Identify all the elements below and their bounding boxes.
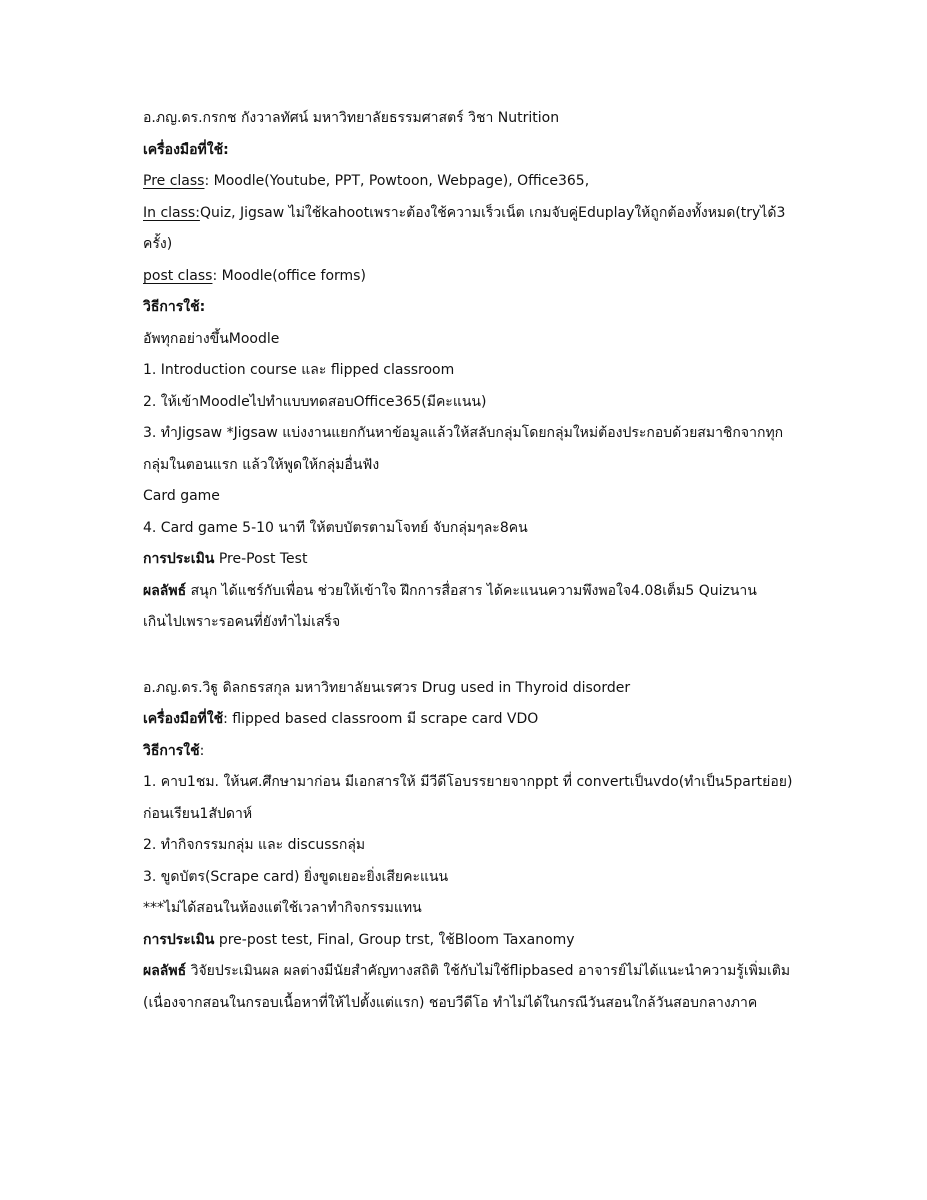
method-colon: : [199,742,205,759]
result-label: ผลลัพธ์ [143,582,187,599]
section1-in-class-cont: ครั้ง) [143,236,173,252]
section2-header: อ.ภญ.ดร.วิฐู ดิลกธรสกุล มหาวิทยาลัยนเรศวร Drug used in Thyroid disorder [143,679,631,696]
result-text: วิจัยประเมินผล ผลต่างมีนัยสำคัญทางสถิติ ใช้กับไม่ใช้flipbased อาจารย์ไม่ได้แนะนำความรู้เพิ่มเติม [186,963,791,979]
section1-method-line: 2. ให้เข้าMoodleไปทำแบบทดสอบOffice365(มีคะแนน) [143,393,487,410]
eval-label: การประเมิน [143,551,215,567]
in-class-label: In class: [143,204,200,221]
eval-text: pre-post test, Final, Group trst, ใช้Bloom Taxanomy [214,931,575,948]
section1-pre-class [143,166,793,198]
section2-method-line: 2. ทำกิจกรรมกลุ่ม และ discussกลุ่ม [143,837,366,853]
post-class-text: : Moodle(office forms) [212,267,366,284]
document-page [143,103,793,1019]
eval-text: Pre-Post Test [214,551,308,567]
section1-result [143,576,793,608]
section-spacer [143,639,793,673]
section1-method-line: 4. Card game 5-10 นาที ให้ตบบัตรตามโจทย์ จับกลุ่มๆละ8คน [143,519,528,536]
section2-method-line: 1. คาบ1ชม. ให้นศ.ศึกษามาก่อน มีเอกสารให้ มีวีดีโอบรรยายจากppt ที่ convertเป็นvdo(ทำเป็น5partย่อย) [143,774,793,790]
section2-result-cont: (เนื่องจากสอนในกรอบเนื้อหาที่ให้ไปตั้งแต่แรก) ชอบวีดีโอ ทำไม่ได้ในกรณีวันสอนใกล้วันสอบกลางภาค [143,994,758,1011]
section2-tools [143,704,793,736]
pre-class-label: Pre class [143,173,205,189]
section1-method-line: 3. ทำJigsaw *Jigsaw แบ่งงานแยกกันหาข้อมูลแล้วให้สลับกลุ่มโดยกลุ่มใหม่ต้องประกอบด้วยสมาชิกจากทุก [143,425,784,441]
section1-result-cont: เกินไปเพราะรอคนที่ยังทำไม่เสร็จ [143,614,341,630]
section2-method-line: ก่อนเรียน1สัปดาห์ [143,805,253,822]
section1-method-label: วิธีการใช้: [143,299,206,315]
section2-method-line: ***ไม่ได้สอนในห้องแต่ใช้เวลาทำกิจกรรมแทน [143,900,422,916]
section2-method-heading [143,736,793,768]
section2-evaluation [143,925,793,957]
section1-tools-label: เครื่องมือที่ใช้: [143,141,229,158]
section2-method-line: 3. ขูดบัตร(Scrape card) ยิ่งขูดเยอะยิ่งเสียคะแนน [143,868,449,885]
section1-evaluation [143,544,793,576]
section2-result [143,956,793,988]
tools-label: เครื่องมือที่ใช้ [143,711,224,727]
eval-label: การประเมิน [143,931,215,948]
section1-method-line: 1. Introduction course และ flipped classroom [143,362,455,378]
pre-class-text: : Moodle(Youtube, PPT, Powtoon, Webpage), Office365, [204,173,590,189]
section1-in-class [143,198,793,230]
section1-post-class [143,261,793,293]
section1-method-line: อัพทุกอย่างขึ้นMoodle [143,330,280,347]
method-label: วิธีการใช้ [143,742,200,759]
section1-method-line: Card game [143,488,220,504]
section1-header: อ.ภญ.ดร.กรกช กังวาลทัศน์ มหาวิทยาลัยธรรมศาสตร์ วิชา Nutrition [143,110,560,126]
post-class-label: post class [143,267,213,284]
tools-text: : flipped based classroom มี scrape card VDO [223,711,539,727]
result-text: สนุก ได้แชร์กับเพื่อน ช่วยให้เข้าใจ ฝึกการสื่อสาร ได้คะแนนความพึงพอใจ4.08เต็ม5 Quizนาน [186,582,757,599]
section1-method-line: กลุ่มในตอนแรก แล้วให้พูดให้กลุ่มอื่นฟัง [143,456,380,473]
in-class-text: Quiz, Jigsaw ไม่ใช้kahootเพราะต้องใช้ความเร็วเน็ต เกมจับคู่Eduplayให้ถูกต้องทั้งหมด(tryได้3 [199,204,786,221]
result-label: ผลลัพธ์ [143,963,187,979]
